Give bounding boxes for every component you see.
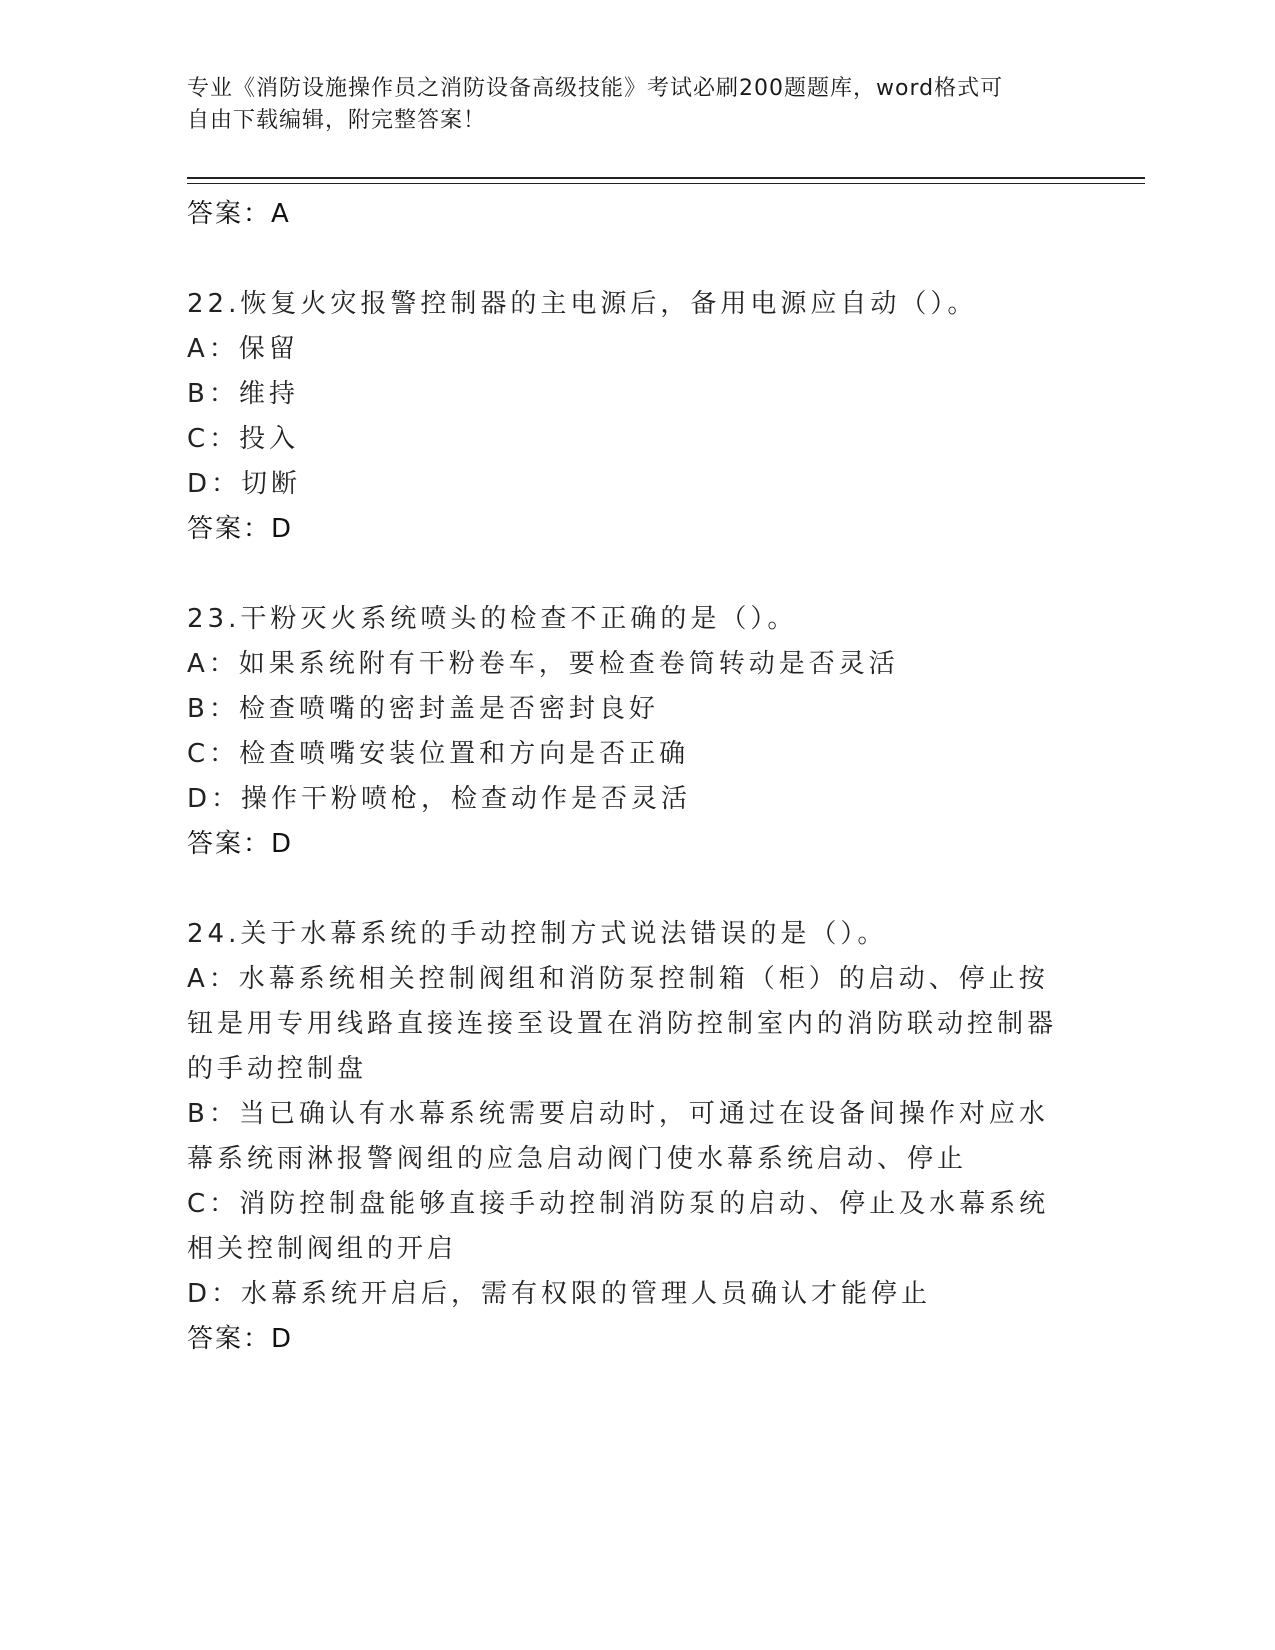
option-d: D：操作干粉喷枪，检查动作是否灵活 — [187, 784, 692, 814]
header-line-1: 专业《消防设施操作员之消防设备高级技能》考试必刷200题题库，word格式可 — [187, 76, 1004, 101]
question-answer: 答案：D — [187, 829, 294, 859]
option-c: C：投入 — [187, 424, 300, 454]
option-d: D：切断 — [187, 469, 302, 499]
question-stem: 24.关于水幕系统的手动控制方式说法错误的是（）。 — [187, 919, 888, 949]
option-b: B：检查喷嘴的密封盖是否密封良好 — [187, 694, 659, 724]
question-stem: 23.干粉灭火系统喷头的检查不正确的是（）。 — [187, 604, 798, 634]
question-23 — [187, 597, 1077, 866]
option-b: B：当已确认有水幕系统需要启动时，可通过在设备间操作对应水幕系统雨淋报警阀组的应急启动阀门使水幕系统启动、停止 — [187, 1099, 1049, 1174]
header-divider-thick — [187, 177, 1145, 179]
previous-answer: 答案：A — [187, 199, 291, 229]
question-list — [187, 192, 1077, 1361]
option-a: A：水幕系统相关控制阀组和消防泵控制箱（柜）的启动、停止按钮是用专用线路直接连接至设置在消防控制室内的消防联动控制器的手动控制盘 — [187, 964, 1058, 1084]
question-22 — [187, 282, 1077, 551]
option-b: B：维持 — [187, 379, 299, 409]
question-answer: 答案：D — [187, 514, 294, 544]
option-c: C：消防控制盘能够直接手动控制消防泵的启动、停止及水幕系统相关控制阀组的开启 — [187, 1189, 1050, 1264]
question-24 — [187, 912, 1077, 1361]
header-line-2: 自由下载编辑，附完整答案！ — [187, 108, 487, 133]
question-answer: 答案：D — [187, 1324, 294, 1354]
option-a: A：保留 — [187, 334, 299, 364]
header-divider-thin — [187, 183, 1145, 184]
question-stem: 22.恢复火灾报警控制器的主电源后，备用电源应自动（）。 — [187, 289, 978, 319]
option-c: C：检查喷嘴安装位置和方向是否正确 — [187, 739, 690, 769]
document-header — [187, 73, 1067, 137]
option-d: D：水幕系统开启后，需有权限的管理人员确认才能停止 — [187, 1279, 932, 1309]
option-a: A：如果系统附有干粉卷车，要检查卷筒转动是否灵活 — [187, 649, 899, 679]
